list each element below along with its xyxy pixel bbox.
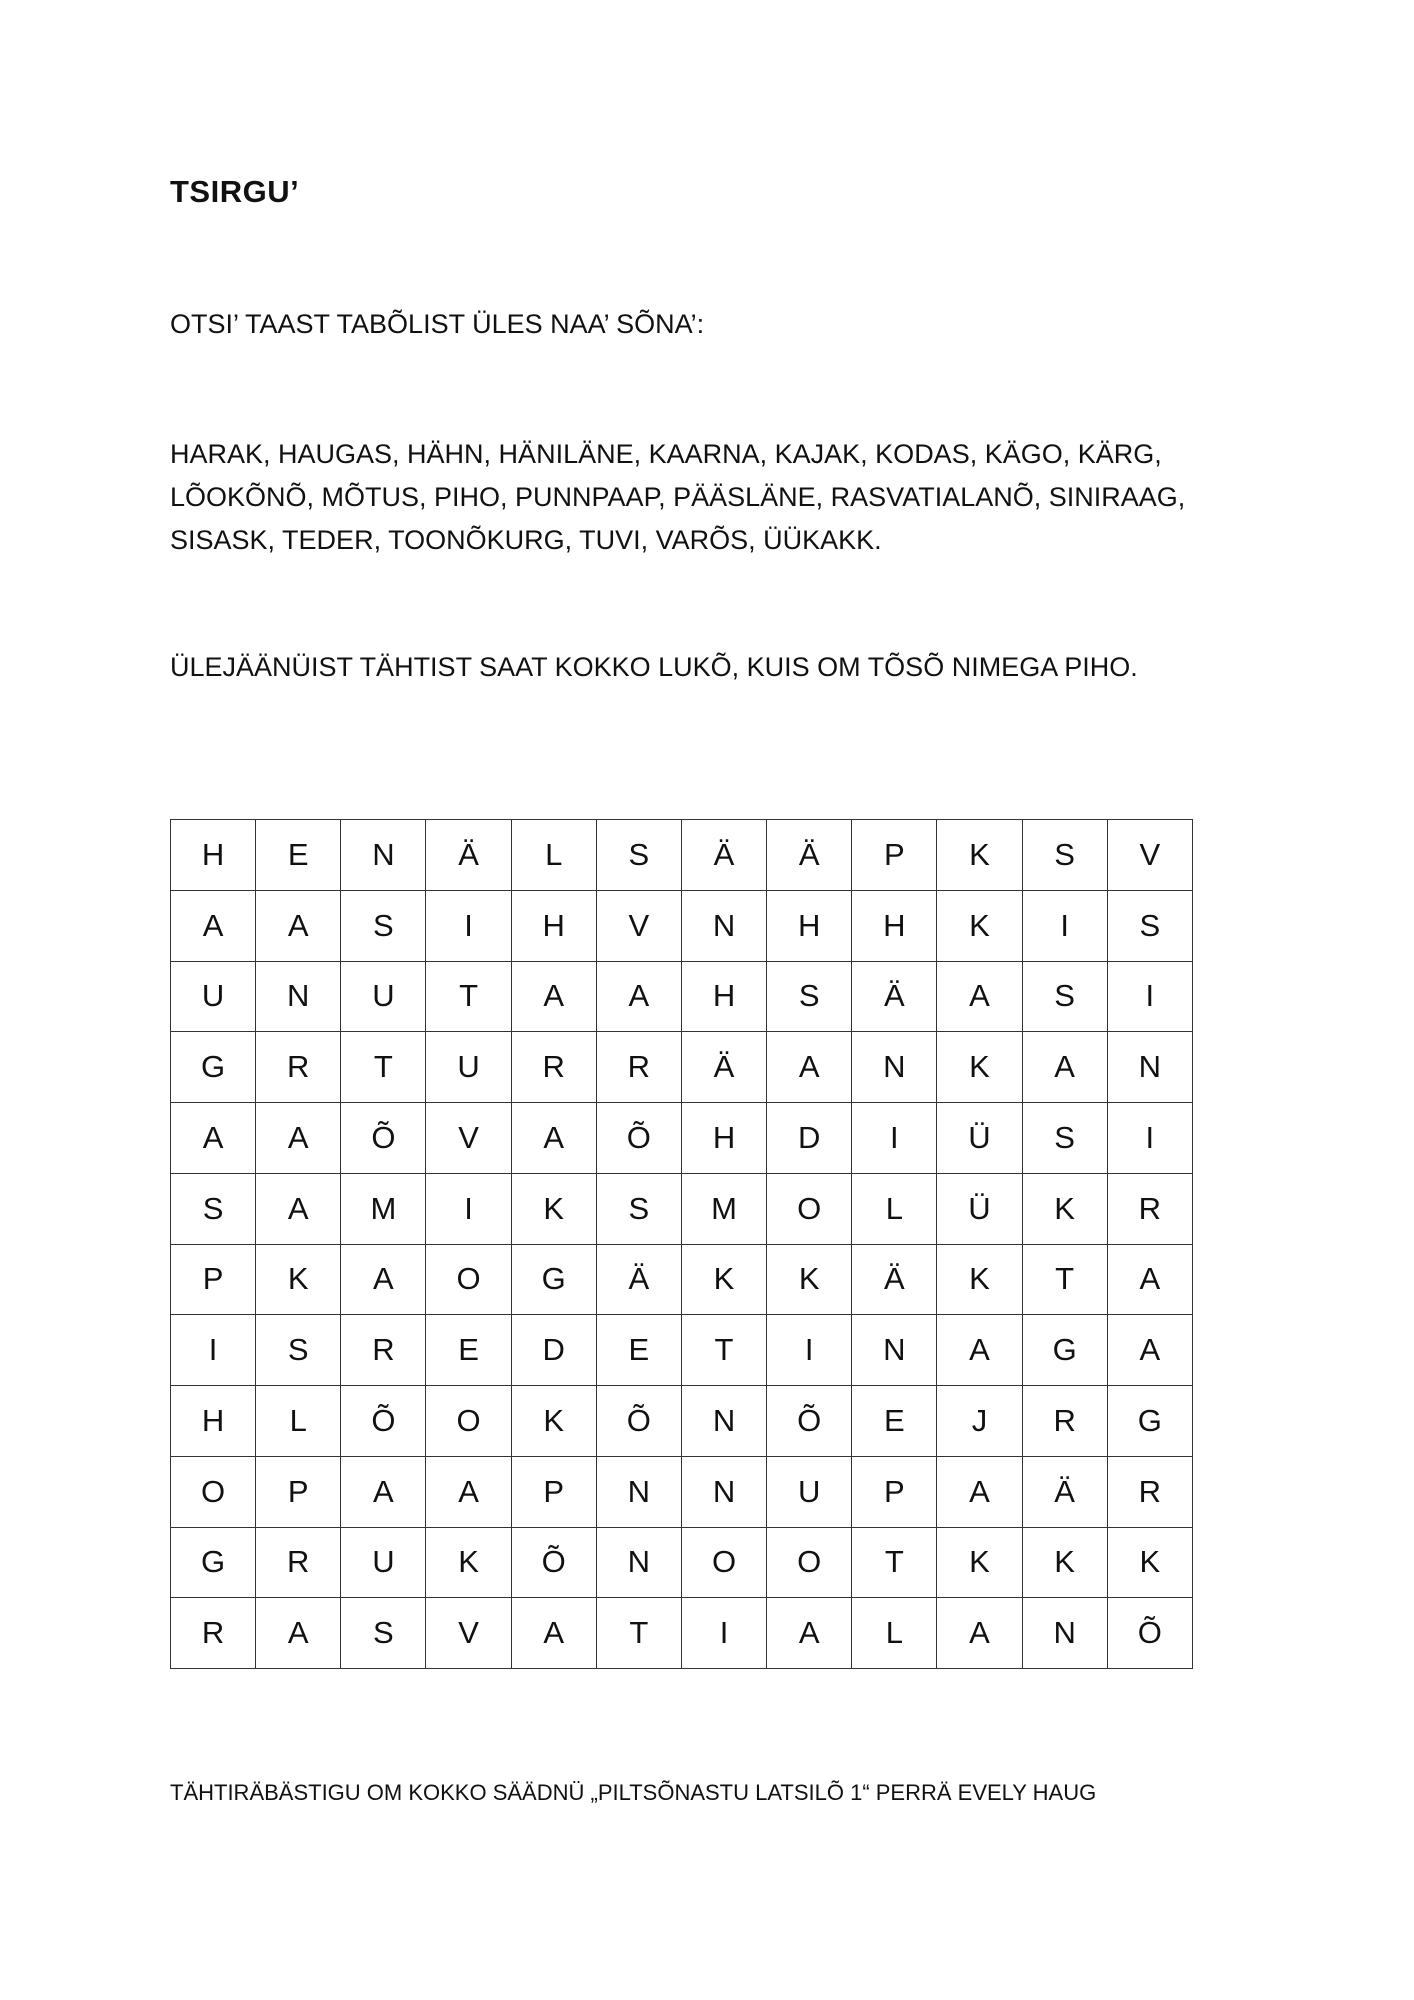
grid-cell: R xyxy=(171,1598,256,1669)
grid-cell: K xyxy=(256,1244,341,1315)
grid-cell: K xyxy=(937,890,1022,961)
grid-cell: P xyxy=(171,1244,256,1315)
grid-cell: T xyxy=(852,1527,937,1598)
grid-cell: V xyxy=(426,1598,511,1669)
grid-cell: A xyxy=(937,961,1022,1032)
word-list xyxy=(170,433,1320,562)
grid-cell: R xyxy=(256,1032,341,1103)
grid-cell: L xyxy=(852,1598,937,1669)
grid-cell: G xyxy=(511,1244,596,1315)
grid-cell: T xyxy=(681,1315,766,1386)
grid-cell: I xyxy=(1022,890,1107,961)
grid-cell: A xyxy=(511,961,596,1032)
grid-cell: R xyxy=(1107,1456,1192,1527)
grid-cell: A xyxy=(171,1103,256,1174)
grid-cell: L xyxy=(852,1173,937,1244)
grid-cell: V xyxy=(426,1103,511,1174)
letter-grid xyxy=(170,819,1193,1669)
grid-cell: K xyxy=(511,1386,596,1457)
grid-row xyxy=(171,1315,1193,1386)
grid-cell: Ä xyxy=(852,961,937,1032)
grid-cell: H xyxy=(171,820,256,891)
page-title: TSIRGU’ xyxy=(170,174,300,209)
grid-cell: A xyxy=(341,1456,426,1527)
grid-cell: A xyxy=(1107,1244,1192,1315)
grid-cell: J xyxy=(937,1386,1022,1457)
grid-cell: O xyxy=(171,1456,256,1527)
grid-cell: L xyxy=(256,1386,341,1457)
grid-cell: I xyxy=(171,1315,256,1386)
grid-cell: A xyxy=(256,1103,341,1174)
grid-cell: A xyxy=(937,1456,1022,1527)
grid-cell: A xyxy=(256,1173,341,1244)
grid-cell: I xyxy=(767,1315,852,1386)
grid-row xyxy=(171,1244,1193,1315)
instruction-text: OTSI’ TAAST TABÕLIST ÜLES NAA’ SÕNA’: xyxy=(170,309,705,339)
grid-cell: K xyxy=(937,1032,1022,1103)
grid-cell: K xyxy=(681,1244,766,1315)
grid-cell: Ü xyxy=(937,1103,1022,1174)
grid-cell: H xyxy=(767,890,852,961)
grid-cell: Ä xyxy=(767,820,852,891)
grid-cell: G xyxy=(1022,1315,1107,1386)
grid-cell: K xyxy=(426,1527,511,1598)
grid-cell: T xyxy=(426,961,511,1032)
grid-cell: G xyxy=(171,1032,256,1103)
grid-cell: R xyxy=(1107,1173,1192,1244)
grid-cell: R xyxy=(256,1527,341,1598)
grid-cell: V xyxy=(1107,820,1192,891)
grid-cell: N xyxy=(596,1456,681,1527)
grid-cell: H xyxy=(171,1386,256,1457)
grid-cell: K xyxy=(1022,1173,1107,1244)
grid-cell: L xyxy=(511,820,596,891)
grid-cell: Ä xyxy=(426,820,511,891)
grid-cell: A xyxy=(171,890,256,961)
grid-cell: Õ xyxy=(767,1386,852,1457)
grid-cell: A xyxy=(256,890,341,961)
grid-cell: M xyxy=(341,1173,426,1244)
grid-cell: S xyxy=(1022,961,1107,1032)
grid-cell: G xyxy=(171,1527,256,1598)
grid-cell: K xyxy=(937,820,1022,891)
grid-cell: Ä xyxy=(596,1244,681,1315)
grid-row xyxy=(171,1173,1193,1244)
grid-cell: I xyxy=(426,890,511,961)
grid-cell: P xyxy=(256,1456,341,1527)
grid-cell: H xyxy=(681,961,766,1032)
grid-cell: A xyxy=(511,1103,596,1174)
grid-cell: K xyxy=(937,1527,1022,1598)
grid-cell: E xyxy=(596,1315,681,1386)
grid-cell: A xyxy=(1107,1315,1192,1386)
grid-cell: R xyxy=(596,1032,681,1103)
grid-row xyxy=(171,1598,1193,1669)
grid-cell: N xyxy=(596,1527,681,1598)
grid-cell: H xyxy=(852,890,937,961)
grid-cell: A xyxy=(937,1315,1022,1386)
grid-cell: Ä xyxy=(681,820,766,891)
grid-cell: S xyxy=(1022,820,1107,891)
grid-cell: A xyxy=(937,1598,1022,1669)
grid-row xyxy=(171,1386,1193,1457)
grid-cell: U xyxy=(341,1527,426,1598)
grid-row xyxy=(171,890,1193,961)
grid-cell: S xyxy=(1107,890,1192,961)
grid-cell: U xyxy=(171,961,256,1032)
grid-cell: S xyxy=(256,1315,341,1386)
grid-cell: P xyxy=(852,1456,937,1527)
grid-cell: N xyxy=(256,961,341,1032)
grid-cell: K xyxy=(511,1173,596,1244)
grid-cell: U xyxy=(426,1032,511,1103)
grid-cell: R xyxy=(1022,1386,1107,1457)
grid-cell: I xyxy=(681,1598,766,1669)
grid-cell: G xyxy=(1107,1386,1192,1457)
grid-cell: Õ xyxy=(341,1103,426,1174)
grid-cell: T xyxy=(1022,1244,1107,1315)
grid-cell: N xyxy=(681,1386,766,1457)
grid-cell: Õ xyxy=(341,1386,426,1457)
grid-cell: A xyxy=(596,961,681,1032)
grid-cell: Ä xyxy=(1022,1456,1107,1527)
grid-cell: Ä xyxy=(852,1244,937,1315)
grid-cell: I xyxy=(426,1173,511,1244)
grid-cell: I xyxy=(852,1103,937,1174)
grid-cell: Ä xyxy=(681,1032,766,1103)
grid-cell: A xyxy=(511,1598,596,1669)
grid-cell: K xyxy=(767,1244,852,1315)
grid-cell: K xyxy=(1022,1527,1107,1598)
grid-cell: A xyxy=(341,1244,426,1315)
grid-cell: O xyxy=(426,1386,511,1457)
grid-cell: N xyxy=(1022,1598,1107,1669)
grid-cell: S xyxy=(341,890,426,961)
grid-cell: N xyxy=(681,890,766,961)
grid-cell: S xyxy=(596,1173,681,1244)
grid-cell: N xyxy=(852,1315,937,1386)
grid-cell: N xyxy=(1107,1032,1192,1103)
grid-cell: O xyxy=(426,1244,511,1315)
grid-cell: N xyxy=(681,1456,766,1527)
grid-cell: A xyxy=(256,1598,341,1669)
grid-cell: Õ xyxy=(511,1527,596,1598)
grid-cell: S xyxy=(596,820,681,891)
grid-cell: A xyxy=(1022,1032,1107,1103)
grid-cell: D xyxy=(511,1315,596,1386)
grid-cell: P xyxy=(852,820,937,891)
grid-cell: K xyxy=(937,1244,1022,1315)
grid-cell: T xyxy=(341,1032,426,1103)
grid-cell: H xyxy=(681,1103,766,1174)
grid-cell: Õ xyxy=(1107,1598,1192,1669)
grid-row xyxy=(171,1032,1193,1103)
grid-cell: V xyxy=(596,890,681,961)
grid-row xyxy=(171,961,1193,1032)
grid-row xyxy=(171,1527,1193,1598)
word-list-line: HARAK, HAUGAS, HÄHN, HÄNILÄNE, KAARNA, KAJAK, KODAS, KÄGO, KÄRG, xyxy=(170,439,1162,469)
grid-cell: K xyxy=(1107,1527,1192,1598)
footer-credit: TÄHTIRÄBÄSTIGU OM KOKKO SÄÄDNÜ „PILTSÕNASTU LATSILÕ 1“ PERRÄ EVELY HAUG xyxy=(170,1780,1097,1805)
grid-cell: O xyxy=(681,1527,766,1598)
grid-cell: P xyxy=(511,1456,596,1527)
grid-cell: R xyxy=(341,1315,426,1386)
word-list-line: SISASK, TEDER, TOONÕKURG, TUVI, VARÕS, ÜÜKAKK. xyxy=(170,525,882,555)
grid-cell: A xyxy=(426,1456,511,1527)
grid-cell: Õ xyxy=(596,1386,681,1457)
grid-cell: O xyxy=(767,1527,852,1598)
grid-cell: Ü xyxy=(937,1173,1022,1244)
grid-cell: O xyxy=(767,1173,852,1244)
grid-cell: S xyxy=(341,1598,426,1669)
grid-cell: N xyxy=(341,820,426,891)
word-list-line: LÕOKÕNÕ, MÕTUS, PIHO, PUNNPAAP, PÄÄSLÄNE, RASVATIALANÕ, SINIRAAG, xyxy=(170,482,1186,512)
grid-cell: S xyxy=(767,961,852,1032)
grid-cell: E xyxy=(256,820,341,891)
grid-cell: I xyxy=(1107,961,1192,1032)
grid-cell: U xyxy=(341,961,426,1032)
hint-text: ÜLEJÄÄNÜIST TÄHTIST SAAT KOKKO LUKÕ, KUIS OM TÕSÕ NIMEGA PIHO. xyxy=(170,652,1138,682)
grid-row xyxy=(171,1456,1193,1527)
grid-cell: N xyxy=(852,1032,937,1103)
grid-cell: E xyxy=(852,1386,937,1457)
grid-cell: D xyxy=(767,1103,852,1174)
grid-cell: R xyxy=(511,1032,596,1103)
grid-cell: T xyxy=(596,1598,681,1669)
grid-cell: S xyxy=(1022,1103,1107,1174)
grid-cell: E xyxy=(426,1315,511,1386)
grid-cell: I xyxy=(1107,1103,1192,1174)
grid-cell: A xyxy=(767,1032,852,1103)
grid-cell: U xyxy=(767,1456,852,1527)
grid-row xyxy=(171,820,1193,891)
grid-cell: H xyxy=(511,890,596,961)
grid-row xyxy=(171,1103,1193,1174)
grid-cell: M xyxy=(681,1173,766,1244)
grid-cell: S xyxy=(171,1173,256,1244)
grid-cell: Õ xyxy=(596,1103,681,1174)
grid-cell: A xyxy=(767,1598,852,1669)
